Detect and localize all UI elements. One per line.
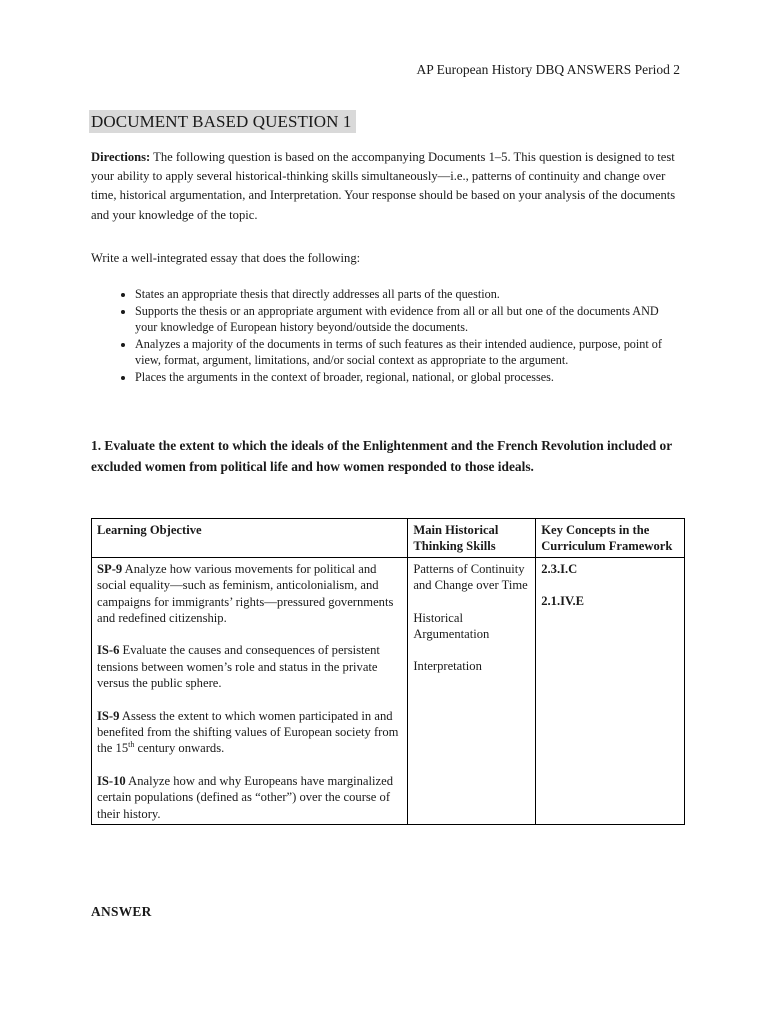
objective-is10 bbox=[97, 773, 402, 822]
concepts-cell bbox=[536, 557, 685, 824]
directions-paragraph bbox=[91, 148, 681, 225]
column-header-key-concepts: Key Concepts in the Curriculum Framework bbox=[536, 519, 685, 558]
skill-item: Interpretation bbox=[413, 659, 482, 674]
question-prompt: 1. Evaluate the extent to which the ideals of the Enlightenment and the French Revolution included or excluded women from political life and how women responded to those ideals. bbox=[91, 438, 672, 474]
objective-text: Assess the extent to which women participated in and benefited from the shifting values of European society from the 15 bbox=[97, 708, 399, 756]
document-title: DOCUMENT BASED QUESTION 1 bbox=[89, 110, 356, 133]
directions-text: The following question is based on the accompanying Documents 1–5. This question is designed to test your ability to apply several historical-thinking skills simultaneously—i.e., patterns of continuity and change over time, historical argumentation, and Interpretation. Your response should be based on your analysis of the documents and your knowledge of the topic. bbox=[91, 150, 676, 222]
objective-code: SP-9 bbox=[97, 561, 123, 576]
column-header-learning-objective: Learning Objective bbox=[92, 519, 408, 558]
essay-intro: Write a well-integrated essay that does the following: bbox=[91, 251, 361, 265]
running-header: AP European History DBQ ANSWERS Period 2 bbox=[416, 62, 680, 77]
skill-item: Patterns of Continuity and Change over Time bbox=[413, 561, 528, 593]
objective-text-end: century onwards. bbox=[134, 741, 225, 756]
answer-heading: ANSWER bbox=[91, 904, 152, 919]
objective-code: IS-6 bbox=[97, 643, 120, 658]
column-header-thinking-skills: Main Historical Thinking Skills bbox=[408, 519, 536, 558]
objective-is9 bbox=[97, 708, 402, 757]
objectives-cell bbox=[92, 557, 408, 824]
concept-item: 2.3.I.C bbox=[541, 561, 578, 576]
list-item: • Supports the thesis or an appropriate argument with evidence from all or all but one of the documents AND your knowledge of European history beyond/outside the documents. bbox=[135, 303, 676, 336]
list-item: • Analyzes a majority of the documents in terms of such features as their intended audience, purpose, point of view, format, argument, limitations, and/or social context as appropriate to the argument. bbox=[135, 336, 676, 369]
skills-cell bbox=[408, 557, 536, 824]
skill-item: Historical Argumentation bbox=[413, 610, 490, 642]
objective-code: IS-9 bbox=[97, 708, 120, 723]
objective-text: Evaluate the causes and consequences of persistent tensions between women’s role and status in the private versus the public sphere. bbox=[97, 643, 380, 691]
table-header-row bbox=[92, 519, 685, 558]
requirements-list bbox=[91, 286, 676, 386]
superscript-ordinal: th bbox=[128, 740, 135, 750]
concept-item: 2.1.IV.E bbox=[541, 594, 585, 609]
learning-objectives-table bbox=[91, 518, 685, 825]
directions-label: Directions: bbox=[91, 150, 151, 164]
list-item: • Places the arguments in the context of broader, regional, national, or global processes. bbox=[135, 369, 676, 386]
objective-code: IS-10 bbox=[97, 773, 126, 788]
objective-text: Analyze how various movements for political and social equality—such as feminism, anticolonialism, and campaigns for immigrants’ rights—pressured governments and redefined citizenship. bbox=[97, 561, 394, 626]
list-item: • States an appropriate thesis that directly addresses all parts of the question. bbox=[135, 286, 676, 303]
table-row bbox=[92, 557, 685, 824]
objective-sp9 bbox=[97, 561, 402, 627]
objective-is6 bbox=[97, 642, 402, 691]
objective-text: Analyze how and why Europeans have marginalized certain populations (defined as “other”) over the course of their history. bbox=[97, 773, 394, 821]
